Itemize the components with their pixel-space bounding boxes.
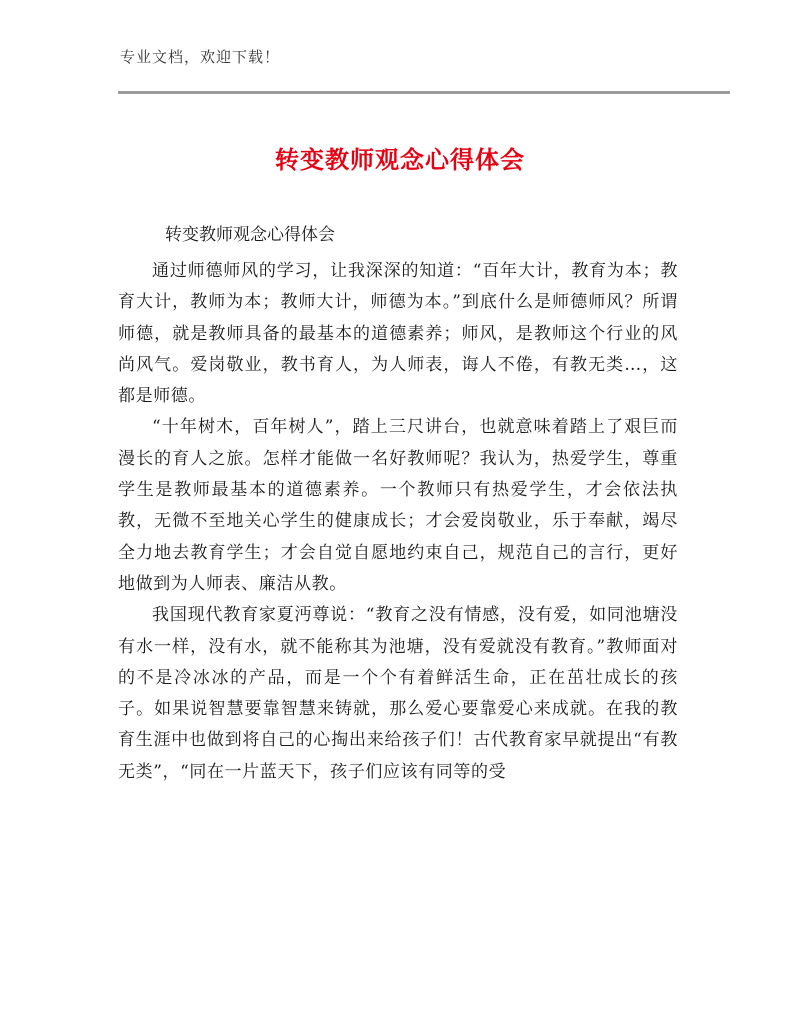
paragraph: 通过师德师风的学习，让我深深的知道：“百年大计，教育为本；教育大计，教师为本；教师大计，师德为本。”到底什么是师德师风？所谓师德，就是教师具备的最基本的道德素养；师风，是教师这个行业的风尚风气。爱岗敬业，教书育人，为人师表，诲人不倦，有教无类…，这都是师德。	[118, 261, 678, 407]
document-subtitle: 转变教师观念心得体会	[165, 225, 335, 245]
paragraph: 我国现代教育家夏沔尊说：“教育之没有情感，没有爱，如同池塘没有水一样，没有水，就不能称其为池塘，没有爱就没有教育。”教师面对的不是冷冰冰的产品，而是一个个有着鲜活生命，正在茁壮成长的孩子。如果说智慧要靠智慧来铸就，那么爱心要靠爱心来成就。在我的教育生涯中也做到将自己的心掏出来给孩子们！古代教育家早就提出“有教无类”，“同在一片蓝天下，孩子们应该有同等的受	[118, 605, 678, 782]
paragraph: “十年树木，百年树人”，踏上三尺讲台，也就意味着踏上了艰巨而漫长的育人之旅。怎样才能做一名好教师呢？我认为，热爱学生，尊重学生是教师最基本的道德素养。一个教师只有热爱学生，才会依法执教，无微不至地关心学生的健康成长；才会爱岗敬业，乐于奉献，竭尽全力地去教育学生；才会自觉自愿地约束自己，规范自己的言行，更好地做到为人师表、廉洁从教。	[118, 417, 678, 594]
page-header-text: 专业文档，欢迎下载！	[120, 48, 281, 66]
header-divider	[118, 91, 730, 94]
document-body	[118, 256, 678, 788]
document-title: 转变教师观念心得体会	[275, 146, 525, 174]
